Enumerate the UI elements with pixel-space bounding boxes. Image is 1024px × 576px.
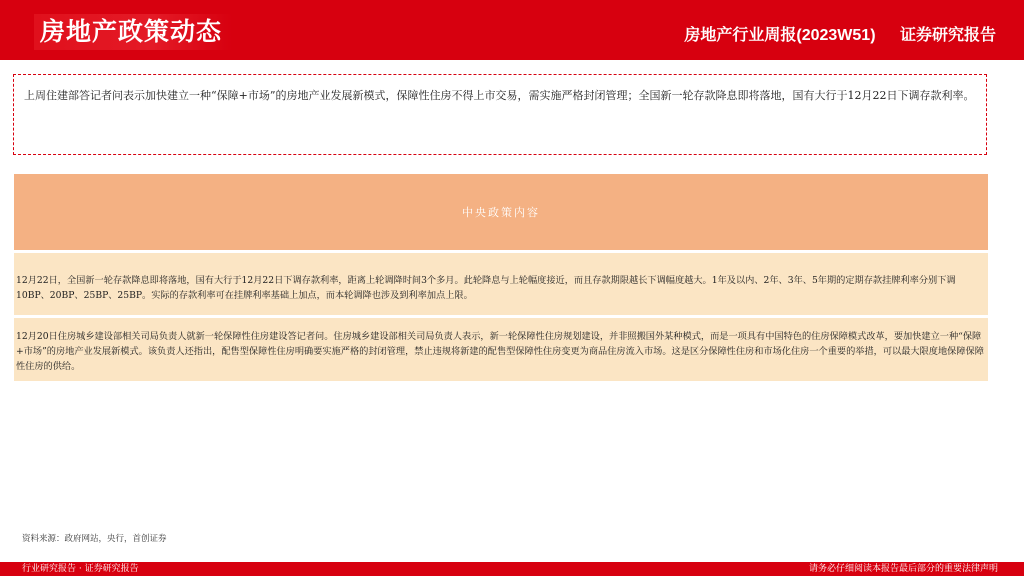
table-row: 12月22日，全国新一轮存款降息即将落地，国有大行于12月22日下调存款利率，距离上轮调降时间3个多月。此轮降息与上轮幅度接近，而且存款期限越长下调幅度越大。1年及以内、2年、3年、5年期的定期存款挂牌利率分别下调10BP、20BP、25BP、25BP。实际的存款利率可在挂牌利率基础上加点，而本轮调降也涉及到利率加点上限。 [14, 253, 988, 315]
table-header: 中央政策内容 [14, 174, 988, 250]
report-name: 房地产行业周报(2023W51) [684, 27, 876, 44]
header-bar [0, 0, 1024, 60]
report-type: 证券研究报告 [899, 27, 996, 44]
summary-box: 上周住建部答记者问表示加快建立一种“保障+市场”的房地产业发展新模式，保障性住房不得上市交易，需实施严格封闭管理；全国新一轮存款降息即将落地，国有大行于12月22日下调存款利率。 [13, 74, 987, 155]
table-row: 12月20日住房城乡建设部相关司局负责人就新一轮保障性住房建设答记者问。住房城乡建设部相关司局负责人表示，新一轮保障性住房规划建设，并非照搬国外某种模式，而是一项具有中国特色的住房保障模式改革，要加快建立一种“保障+市场”的房地产业发展新模式。该负责人还指出，配售型保障性住房明确要实施严格的封闭管理，禁止违规将新建的配售型保障性住房变更为商品住房流入市场。这是区分保障性住房和市场化住房一个重要的举措，可以最大限度地保障保障性住房的供给。 [14, 318, 988, 381]
section-title: 房地产政策动态 [34, 14, 232, 50]
report-info [684, 22, 996, 50]
footer-bar [0, 562, 1024, 576]
source-note: 资料来源：政府网站，央行，首创证券 [22, 534, 167, 544]
policy-table [14, 174, 988, 381]
footer-left-text: 行业研究报告 · 证券研究报告 [22, 564, 139, 574]
footer-disclaimer: 请务必仔细阅读本报告最后部分的重要法律声明 [808, 564, 998, 574]
